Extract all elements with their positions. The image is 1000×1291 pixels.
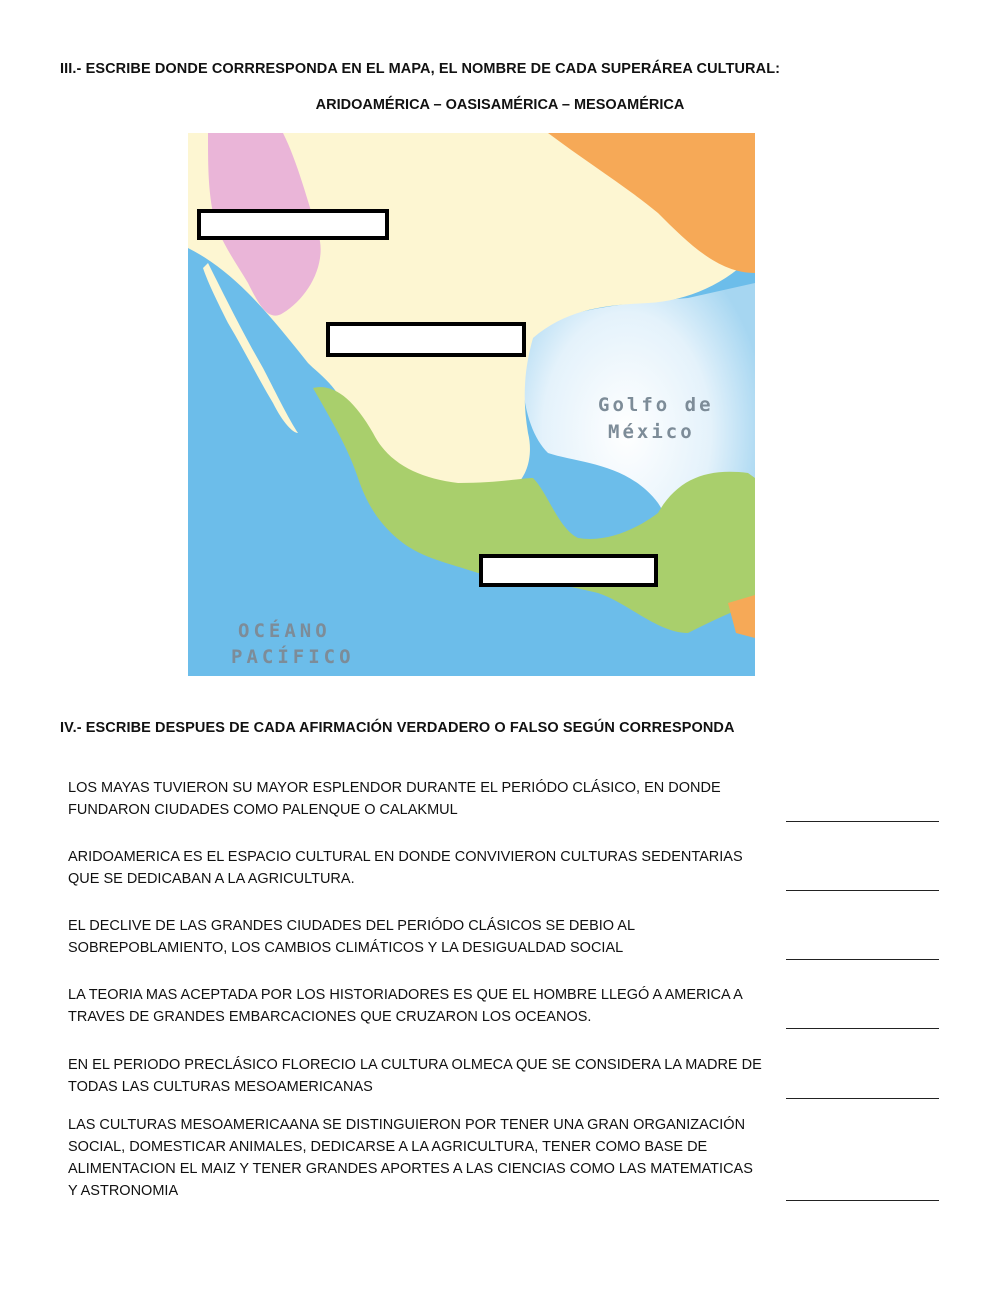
statement-1: [68, 777, 778, 821]
statement-2-line2: QUE SE DEDICABAN A LA AGRICULTURA.: [68, 871, 355, 887]
statement-4: [68, 984, 778, 1028]
answer-line-4[interactable]: [786, 1028, 939, 1029]
answer-line-3[interactable]: [786, 959, 939, 960]
statement-6-line1: LAS CULTURAS MESOAMERICAANA SE DISTINGUIERON POR TENER UNA GRAN ORGANIZACIÓN: [68, 1117, 746, 1133]
ocean-label-line2: PACÍFICO: [231, 646, 355, 668]
answer-line-5[interactable]: [786, 1098, 939, 1099]
statement-2: [68, 846, 778, 890]
answer-line-6[interactable]: [786, 1200, 939, 1201]
statement-5-line2: TODAS LAS CULTURAS MESOAMERICANAS: [68, 1079, 373, 1095]
statement-2-line1: ARIDOAMERICA ES EL ESPACIO CULTURAL EN DONDE CONVIVIERON CULTURAS SEDENTARIAS: [68, 849, 743, 865]
statement-6-line4: Y ASTRONOMIA: [68, 1183, 179, 1199]
statement-1-line1: LOS MAYAS TUVIERON SU MAYOR ESPLENDOR DURANTE EL PERIÓDO CLÁSICO, EN DONDE: [68, 780, 721, 796]
statement-4-line1: LA TEORIA MAS ACEPTADA POR LOS HISTORIADORES ES QUE EL HOMBRE LLEGÓ A AMERICA A: [68, 987, 743, 1003]
statement-1-line2: FUNDARON CIUDADES COMO PALENQUE O CALAKMUL: [68, 802, 458, 818]
cultural-areas-list: ARIDOAMÉRICA – OASISAMÉRICA – MESOAMÉRICA: [315, 97, 685, 113]
statement-3-line1: EL DECLIVE DE LAS GRANDES CIUDADES DEL PERIÓDO CLÁSICOS SE DEBIO AL: [68, 918, 636, 934]
section-3-title: III.- ESCRIBE DONDE CORRRESPONDA EN EL MAPA, EL NOMBRE DE CADA SUPERÁREA CULTURAL:: [60, 61, 781, 77]
answer-line-2[interactable]: [786, 890, 939, 891]
statement-6-line3: ALIMENTACION EL MAIZ Y TENER GRANDES APORTES A LAS CIENCIAS COMO LAS MATEMATICAS: [68, 1161, 753, 1177]
statement-3: [68, 915, 778, 959]
answer-box-3[interactable]: [479, 554, 658, 587]
statement-3-line2: SOBREPOBLAMIENTO, LOS CAMBIOS CLIMÁTICOS Y LA DESIGUALDAD SOCIAL: [68, 940, 624, 956]
gulf-label-line1: Golfo de: [598, 394, 714, 416]
statement-5: [68, 1054, 778, 1098]
statement-6-line2: SOCIAL, DOMESTICAR ANIMALES, DEDICARSE A LA AGRICULTURA, TENER COMO BASE DE: [68, 1139, 708, 1155]
statement-5-line1: EN EL PERIODO PRECLÁSICO FLORECIO LA CULTURA OLMECA QUE SE CONSIDERA LA MADRE DE: [68, 1057, 762, 1073]
answer-box-2[interactable]: [326, 322, 526, 357]
answer-box-1[interactable]: [197, 209, 389, 240]
gulf-label-line2: México: [608, 421, 695, 443]
answer-line-1[interactable]: [786, 821, 939, 822]
section-4-title: IV.- ESCRIBE DESPUES DE CADA AFIRMACIÓN VERDADERO O FALSO SEGÚN CORRESPONDA: [60, 720, 735, 736]
ocean-label-line1: OCÉANO: [238, 620, 331, 642]
statement-4-line2: TRAVES DE GRANDES EMBARCACIONES QUE CRUZARON LOS OCEANOS.: [68, 1009, 592, 1025]
statement-6: [68, 1114, 778, 1202]
